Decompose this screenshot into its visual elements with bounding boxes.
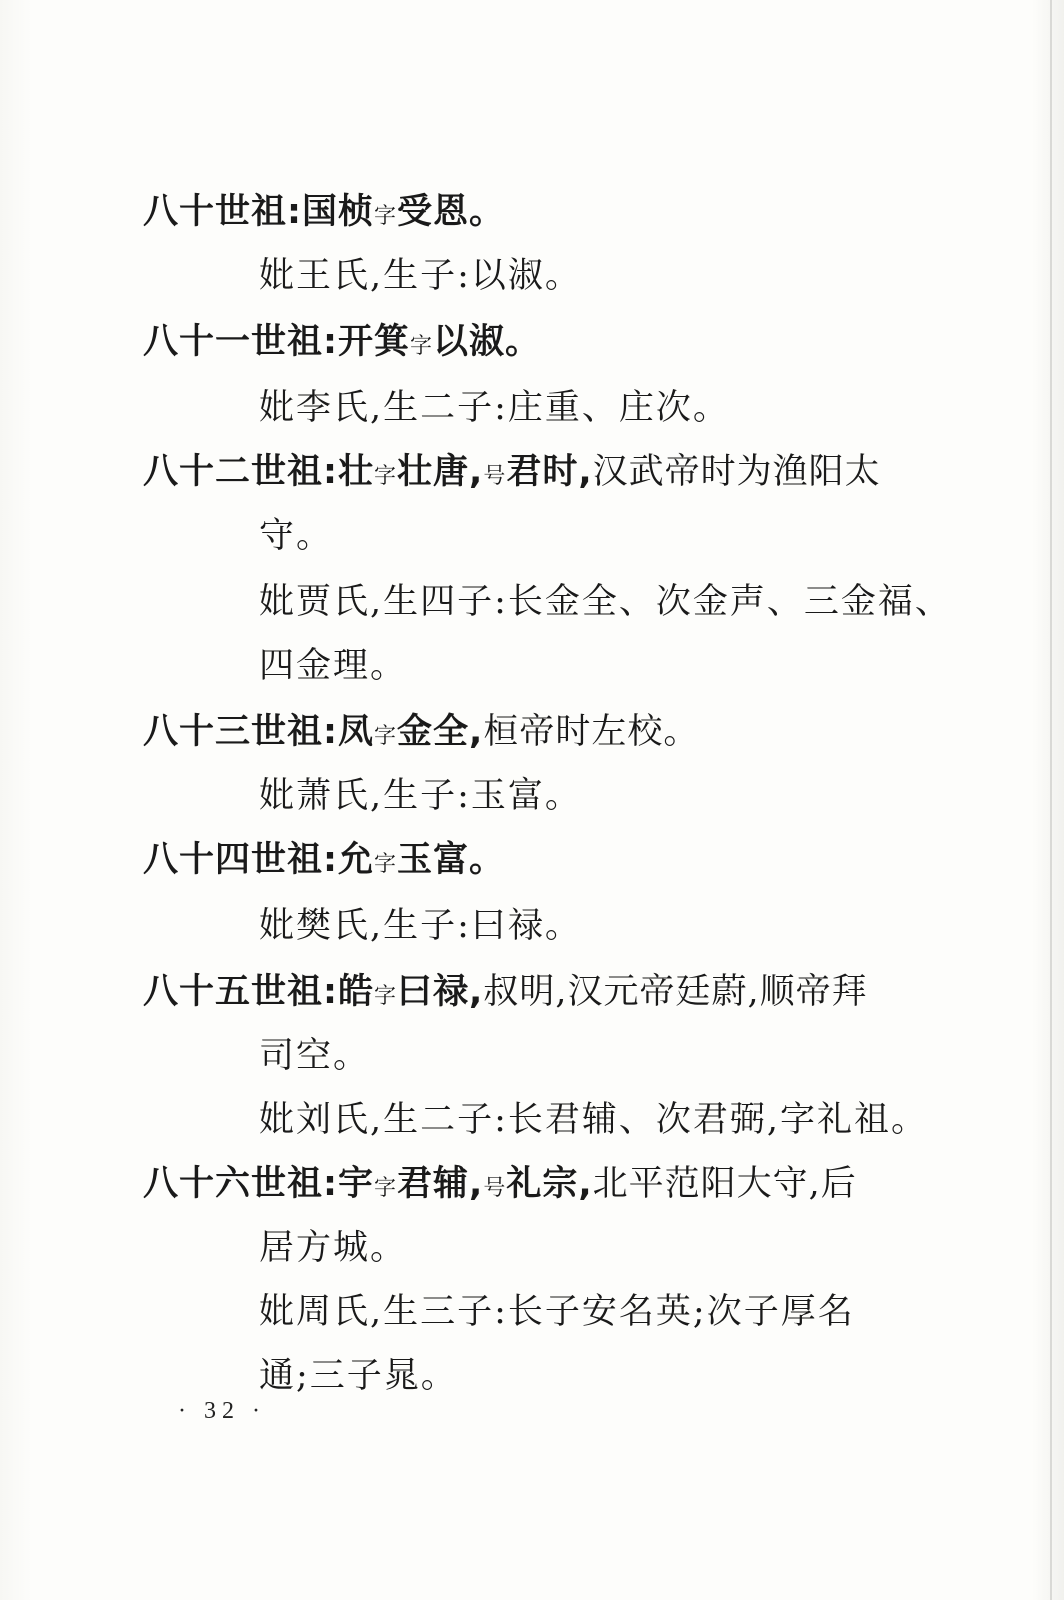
biography-text: 汉武帝时为渔阳太 <box>592 452 881 492</box>
given-name: 凤 <box>338 712 375 752</box>
generation-label: 八十二世祖: <box>143 452 338 492</box>
entry-85-heading <box>143 970 868 1019</box>
entry-82-continuation: 守。 <box>259 516 334 556</box>
generation-label: 八十五世祖: <box>143 972 338 1012</box>
courtesy-name: 君辅, <box>397 1164 484 1204</box>
given-name: 允 <box>338 840 375 880</box>
generation-label: 八十三世祖: <box>143 712 338 752</box>
entry-81-wife: 妣李氏,生二子:庄重、庄次。 <box>259 388 730 428</box>
entry-86-heading <box>143 1162 857 1211</box>
generation-label: 八十一世祖: <box>143 322 338 362</box>
zi-marker: 字 <box>374 984 398 1009</box>
biography-text: 桓帝时左校。 <box>483 712 700 752</box>
given-name: 国桢 <box>302 192 375 232</box>
courtesy-name: 玉富。 <box>397 840 506 880</box>
biography-text: 叔明,汉元帝廷蔚,顺帝拜 <box>483 972 868 1012</box>
entry-86-wife: 妣周氏,生三子:长子安名英;次子厚名 <box>259 1292 855 1332</box>
art-name: 君时, <box>506 452 593 492</box>
page-number: · 32 · <box>178 1398 266 1424</box>
generation-label: 八十六世祖: <box>143 1164 338 1204</box>
entry-80-wife: 妣王氏,生子:以淑。 <box>259 256 582 296</box>
zi-marker: 字 <box>374 1176 398 1201</box>
entry-81-heading <box>143 320 541 369</box>
biography-text: 北平范阳大守,后 <box>592 1164 857 1204</box>
entry-83-wife: 妣萧氏,生子:玉富。 <box>259 776 582 816</box>
courtesy-name: 金全, <box>397 712 484 752</box>
entry-85-continuation: 司空。 <box>259 1036 371 1076</box>
generation-label: 八十世祖: <box>143 192 302 232</box>
entry-80-heading <box>143 190 505 239</box>
zi-marker: 字 <box>410 334 434 359</box>
courtesy-name: 受恩。 <box>397 192 506 232</box>
entry-82-wife: 妣贾氏,生四子:长金全、次金声、三金福、 <box>259 582 952 622</box>
given-name: 皓 <box>338 972 375 1012</box>
zi-marker: 字 <box>374 852 398 877</box>
entry-82-heading <box>143 450 881 499</box>
zi-marker: 字 <box>374 204 398 229</box>
entry-86-continuation: 居方城。 <box>259 1228 408 1268</box>
hao-marker: 号 <box>483 464 507 489</box>
given-name: 宇 <box>338 1164 375 1204</box>
entry-84-heading <box>143 838 505 887</box>
courtesy-name: 壮唐, <box>397 452 484 492</box>
given-name: 开箕 <box>338 322 411 362</box>
generation-label: 八十四世祖: <box>143 840 338 880</box>
zi-marker: 字 <box>374 464 398 489</box>
given-name: 壮 <box>338 452 375 492</box>
hao-marker: 号 <box>483 1176 507 1201</box>
entry-85-wife: 妣刘氏,生二子:长君辅、次君弼,字礼祖。 <box>259 1100 929 1140</box>
art-name: 礼宗, <box>506 1164 593 1204</box>
entry-86-wife-continuation: 通;三子晁。 <box>259 1356 458 1396</box>
courtesy-name: 以淑。 <box>433 322 542 362</box>
page-edge-shadow <box>1050 0 1052 1600</box>
zi-marker: 字 <box>374 724 398 749</box>
entry-84-wife: 妣樊氏,生子:曰禄。 <box>259 906 582 946</box>
entry-82-wife-continuation: 四金理。 <box>259 646 408 686</box>
entry-83-heading <box>143 710 699 759</box>
courtesy-name: 曰禄, <box>397 972 484 1012</box>
